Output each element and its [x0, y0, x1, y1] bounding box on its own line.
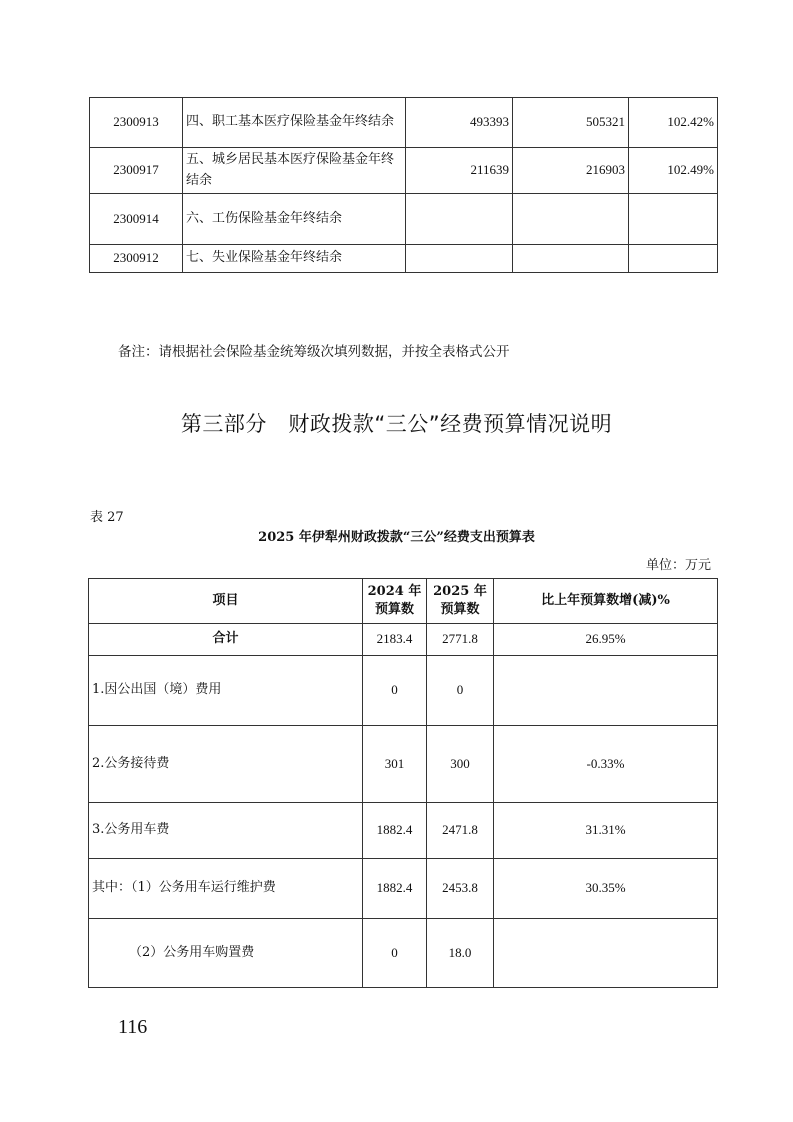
- fund-percent: 102.42%: [629, 98, 718, 148]
- fund-name: 七、失业保险基金年终结余: [183, 245, 406, 273]
- row-item: 3.公务用车费: [89, 803, 363, 859]
- row-2024: 0: [363, 656, 427, 726]
- section-title: 第三部分 财政拨款“三公”经费预算情况说明: [180, 412, 613, 436]
- row-change: 31.31%: [494, 803, 718, 859]
- fund-code: 2300917: [90, 148, 183, 194]
- header-2025: [427, 579, 494, 624]
- header-2025-year: 2025 年: [433, 583, 487, 599]
- row-2025: 2771.8: [427, 624, 494, 656]
- row-item: 1.因公出国（境）费用: [89, 656, 363, 726]
- fund-name: 五、城乡居民基本医疗保险基金年终结余: [183, 148, 406, 194]
- unit-label: 单位：万元: [645, 558, 711, 573]
- row-item: 2.公务接待费: [89, 726, 363, 803]
- table-row: [89, 803, 718, 859]
- header-item: 项目: [89, 579, 363, 624]
- fund-value-curr: [513, 194, 629, 245]
- row-change: [494, 919, 718, 988]
- header-2024: [363, 579, 427, 624]
- fund-code: 2300913: [90, 98, 183, 148]
- table-number: 表 27: [90, 510, 124, 525]
- row-change: -0.33%: [494, 726, 718, 803]
- header-2024-label: 预算数: [374, 602, 414, 617]
- table-row: [89, 624, 718, 656]
- row-change: 30.35%: [494, 859, 718, 919]
- fund-value-prev: 211639: [406, 148, 513, 194]
- fund-value-prev: [406, 245, 513, 273]
- row-item: 其中：（1）公务用车运行维护费: [89, 859, 363, 919]
- row-2025: 0: [427, 656, 494, 726]
- row-item-label: （2）公务用车购置费: [129, 944, 255, 960]
- row-change: 26.95%: [494, 624, 718, 656]
- row-2025: 18.0: [427, 919, 494, 988]
- table-row: [89, 859, 718, 919]
- header-change: 比上年预算数增(减)%: [494, 579, 718, 624]
- fund-value-prev: 493393: [406, 98, 513, 148]
- row-2025: 300: [427, 726, 494, 803]
- table-title: 2025 年伊犁州财政拨款“三公”经费支出预算表: [258, 530, 535, 545]
- fund-percent: [629, 245, 718, 273]
- fund-balance-table: [89, 97, 718, 273]
- table-row: [90, 148, 718, 194]
- budget-table: [88, 578, 718, 988]
- table-row: [89, 656, 718, 726]
- fund-code: 2300914: [90, 194, 183, 245]
- table-row: [89, 726, 718, 803]
- fund-name: 六、工伤保险基金年终结余: [183, 194, 406, 245]
- row-2024: 2183.4: [363, 624, 427, 656]
- table-note: 备注：请根据社会保险基金统筹级次填列数据，并按全表格式公开: [118, 344, 510, 360]
- fund-value-prev: [406, 194, 513, 245]
- row-item: 合计: [89, 624, 363, 656]
- row-2024: 1882.4: [363, 803, 427, 859]
- header-2024-year: 2024 年: [367, 583, 422, 599]
- row-2024: 301: [363, 726, 427, 803]
- row-2025: 2453.8: [427, 859, 494, 919]
- fund-percent: 102.49%: [629, 148, 718, 194]
- fund-value-curr: 505321: [513, 98, 629, 148]
- row-change: [494, 656, 718, 726]
- table-header-row: [89, 579, 718, 624]
- table-row: [90, 245, 718, 273]
- row-2025: 2471.8: [427, 803, 494, 859]
- table-row: [89, 919, 718, 988]
- row-item: [89, 919, 363, 988]
- header-2025-label: 预算数: [440, 602, 480, 617]
- row-2024: 0: [363, 919, 427, 988]
- row-2024: 1882.4: [363, 859, 427, 919]
- table-row: [90, 98, 718, 148]
- page-number: 116: [118, 1016, 148, 1038]
- fund-name: 四、职工基本医疗保险基金年终结余: [183, 98, 406, 148]
- fund-value-curr: [513, 245, 629, 273]
- table-row: [90, 194, 718, 245]
- fund-value-curr: 216903: [513, 148, 629, 194]
- fund-percent: [629, 194, 718, 245]
- fund-code: 2300912: [90, 245, 183, 273]
